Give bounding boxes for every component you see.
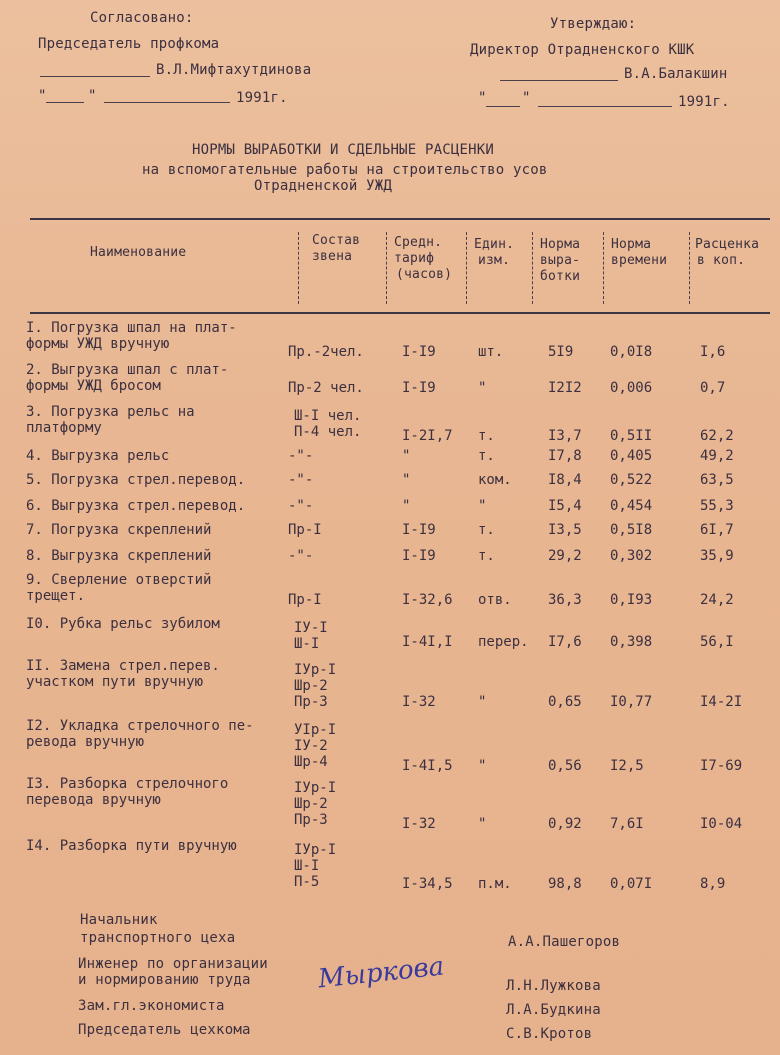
row-5-crew: -"- bbox=[288, 472, 314, 488]
row-9-name-line: трещет. bbox=[26, 588, 86, 604]
row-11-time: I0,77 bbox=[610, 694, 653, 710]
row-4-crew: -"- bbox=[288, 448, 314, 464]
row-13-time: 7,6I bbox=[610, 816, 644, 832]
col-header-rate-3: (часов) bbox=[396, 267, 453, 282]
date-day-line-right bbox=[486, 106, 520, 107]
row-11-unit: " bbox=[478, 694, 487, 710]
row-12-name-line: I2. Укладка стрелочного пе- bbox=[26, 718, 254, 734]
row-7-name-line: 7. Погрузка скреплений bbox=[26, 522, 212, 538]
table-header-bottom-rule bbox=[30, 312, 770, 314]
row-12-price: I7-69 bbox=[700, 758, 743, 774]
row-4-name-line: 4. Выгрузка рельс bbox=[26, 448, 170, 464]
footer-role-1a: Начальник bbox=[80, 912, 158, 928]
row-9-norm: 36,3 bbox=[548, 592, 582, 608]
row-1-norm: 5I9 bbox=[548, 344, 574, 360]
approved-role: Председатель профкома bbox=[38, 36, 220, 52]
col-header-crew-2: звена bbox=[312, 249, 353, 264]
row-6-unit: " bbox=[478, 498, 487, 514]
footer-role-2a: Инженер по организации bbox=[78, 956, 268, 972]
row-9-time: 0,I93 bbox=[610, 592, 653, 608]
doc-title-sub2: Отрадненской УЖД bbox=[254, 178, 393, 194]
col-header-unit-2: изм. bbox=[478, 253, 511, 268]
row-6-price: 55,3 bbox=[700, 498, 734, 514]
row-2-rate: I-I9 bbox=[402, 380, 436, 396]
col-header-norm-1: Норма bbox=[540, 237, 581, 252]
row-12-crew: IУ-2 bbox=[294, 738, 328, 754]
row-4-price: 49,2 bbox=[700, 448, 734, 464]
row-7-price: 6I,7 bbox=[700, 522, 734, 538]
row-8-unit: т. bbox=[478, 548, 495, 564]
row-10-rate: I-4I,I bbox=[402, 634, 453, 650]
row-1-crew: Пр.-2чел. bbox=[288, 344, 364, 360]
row-3-crew: П-4 чел. bbox=[294, 424, 362, 440]
row-10-crew: IУ-I bbox=[294, 620, 328, 636]
row-4-norm: I7,8 bbox=[548, 448, 582, 464]
row-11-norm: 0,65 bbox=[548, 694, 582, 710]
row-10-name-line: I0. Рубка рельс зубилом bbox=[26, 616, 220, 632]
row-1-rate: I-I9 bbox=[402, 344, 436, 360]
row-3-name-line: платформу bbox=[26, 420, 102, 436]
col-header-unit-1: Един. bbox=[474, 237, 515, 252]
col-sep-5 bbox=[603, 232, 604, 304]
row-2-name-line: 2. Выгрузка шпал с плат- bbox=[26, 362, 229, 378]
row-14-price: 8,9 bbox=[700, 876, 726, 892]
row-3-price: 62,2 bbox=[700, 428, 734, 444]
row-9-price: 24,2 bbox=[700, 592, 734, 608]
row-8-price: 35,9 bbox=[700, 548, 734, 564]
row-8-name-line: 8. Выгрузка скреплений bbox=[26, 548, 212, 564]
row-3-norm: I3,7 bbox=[548, 428, 582, 444]
row-7-norm: I3,5 bbox=[548, 522, 582, 538]
row-13-crew: IУр-I bbox=[294, 780, 337, 796]
row-7-crew: Пр-I bbox=[288, 522, 322, 538]
handwritten-signature: Мыркова bbox=[316, 951, 446, 995]
row-7-rate: I-I9 bbox=[402, 522, 436, 538]
footer-name-1: А.А.Пашегоров bbox=[508, 934, 621, 950]
row-6-time: 0,454 bbox=[610, 498, 653, 514]
row-11-crew: Пр-3 bbox=[294, 694, 328, 710]
col-sep-1 bbox=[298, 232, 299, 304]
col-header-price-2: в коп. bbox=[697, 253, 746, 268]
row-14-crew: IУр-I bbox=[294, 842, 337, 858]
doc-title-sub: на вспомогательные работы на строительство усов bbox=[142, 162, 548, 178]
row-5-norm: I8,4 bbox=[548, 472, 582, 488]
row-14-name-line: I4. Разборка пути вручную bbox=[26, 838, 237, 854]
signature-line-right bbox=[500, 80, 618, 81]
footer-name-3: Л.А.Будкина bbox=[506, 1002, 601, 1018]
row-12-crew: Шр-4 bbox=[294, 754, 328, 770]
row-14-time: 0,07I bbox=[610, 876, 653, 892]
col-header-time-2: времени bbox=[611, 253, 668, 268]
row-1-time: 0,0I8 bbox=[610, 344, 653, 360]
col-header-time-1: Норма bbox=[611, 237, 652, 252]
row-2-norm: I2I2 bbox=[548, 380, 582, 396]
row-7-time: 0,5I8 bbox=[610, 522, 653, 538]
row-10-norm: I7,6 bbox=[548, 634, 582, 650]
row-12-norm: 0,56 bbox=[548, 758, 582, 774]
row-3-rate: I-2I,7 bbox=[402, 428, 453, 444]
row-13-price: I0-04 bbox=[700, 816, 743, 832]
footer-role-3: Зам.гл.экономиста bbox=[78, 998, 225, 1014]
row-12-name-line: ревода вручную bbox=[26, 734, 145, 750]
row-1-name-line: I. Погрузка шпал на плат- bbox=[26, 320, 237, 336]
approved-title: Согласовано: bbox=[90, 10, 194, 26]
row-4-unit: т. bbox=[478, 448, 495, 464]
approved-name: В.Л.Мифтахутдинова bbox=[156, 62, 312, 78]
row-2-name-line: формы УЖД бросом bbox=[26, 378, 161, 394]
date-quote-right: " bbox=[478, 90, 487, 106]
footer-name-2: Л.Н.Лужкова bbox=[506, 978, 601, 994]
row-13-name-line: I3. Разборка стрелочного bbox=[26, 776, 229, 792]
footer-role-2b: и нормированию труда bbox=[78, 972, 251, 988]
footer-role-1b: транспортного цеха bbox=[80, 930, 236, 946]
row-13-unit: " bbox=[478, 816, 487, 832]
row-11-price: I4-2I bbox=[700, 694, 743, 710]
row-1-name-line: формы УЖД вручную bbox=[26, 336, 170, 352]
row-6-name-line: 6. Выгрузка стрел.перевод. bbox=[26, 498, 246, 514]
row-14-norm: 98,8 bbox=[548, 876, 582, 892]
row-8-norm: 29,2 bbox=[548, 548, 582, 564]
date-quote2-right: " bbox=[522, 90, 531, 106]
col-sep-2 bbox=[386, 232, 387, 304]
row-12-rate: I-4I,5 bbox=[402, 758, 453, 774]
row-11-name-line: участком пути вручную bbox=[26, 674, 204, 690]
row-11-name-line: II. Замена стрел.перев. bbox=[26, 658, 220, 674]
row-9-crew: Пр-I bbox=[288, 592, 322, 608]
row-8-rate: I-I9 bbox=[402, 548, 436, 564]
col-header-norm-3: ботки bbox=[540, 269, 581, 284]
row-14-crew: П-5 bbox=[294, 874, 320, 890]
row-11-rate: I-32 bbox=[402, 694, 436, 710]
row-11-crew: Шр-2 bbox=[294, 678, 328, 694]
row-12-time: I2,5 bbox=[610, 758, 644, 774]
row-10-price: 56,I bbox=[700, 634, 734, 650]
row-8-crew: -"- bbox=[288, 548, 314, 564]
row-3-name-line: 3. Погрузка рельс на bbox=[26, 404, 195, 420]
row-14-unit: п.м. bbox=[478, 876, 512, 892]
row-10-unit: перер. bbox=[478, 634, 529, 650]
row-4-time: 0,405 bbox=[610, 448, 653, 464]
approved-year: 1991г. bbox=[236, 90, 288, 106]
row-5-name-line: 5. Погрузка стрел.перевод. bbox=[26, 472, 246, 488]
row-13-rate: I-32 bbox=[402, 816, 436, 832]
row-9-rate: I-32,6 bbox=[402, 592, 453, 608]
confirmed-year: 1991г. bbox=[678, 94, 730, 110]
col-header-norm-2: выра- bbox=[540, 253, 581, 268]
row-5-rate: " bbox=[402, 472, 411, 488]
row-14-rate: I-34,5 bbox=[402, 876, 453, 892]
row-5-time: 0,522 bbox=[610, 472, 653, 488]
row-7-unit: т. bbox=[478, 522, 495, 538]
row-3-crew: Ш-I чел. bbox=[294, 408, 362, 424]
col-sep-4 bbox=[532, 232, 533, 304]
row-6-crew: -"- bbox=[288, 498, 314, 514]
row-12-crew: УIр-I bbox=[294, 722, 337, 738]
row-13-norm: 0,92 bbox=[548, 816, 582, 832]
col-header-crew-1: Состав bbox=[312, 233, 361, 248]
row-13-crew: Пр-3 bbox=[294, 812, 328, 828]
row-9-name-line: 9. Сверление отверстий bbox=[26, 572, 212, 588]
col-header-price-1: Расценка bbox=[695, 237, 760, 252]
row-1-unit: шт. bbox=[478, 344, 504, 360]
col-header-rate-1: Средн. bbox=[394, 235, 443, 250]
row-9-unit: отв. bbox=[478, 592, 512, 608]
row-4-rate: " bbox=[402, 448, 411, 464]
row-2-time: 0,006 bbox=[610, 380, 653, 396]
row-3-unit: т. bbox=[478, 428, 495, 444]
row-6-norm: I5,4 bbox=[548, 498, 582, 514]
confirmed-title: Утверждаю: bbox=[550, 16, 637, 32]
row-10-crew: Ш-I bbox=[294, 636, 320, 652]
footer-role-4: Председатель цехкома bbox=[78, 1022, 251, 1038]
col-header-name: Наименование bbox=[90, 245, 187, 260]
doc-title-main: НОРМЫ ВЫРАБОТКИ И СДЕЛЬНЫЕ РАСЦЕНКИ bbox=[192, 142, 495, 158]
footer-name-4: С.В.Кротов bbox=[506, 1026, 593, 1042]
date-quote2-left: " bbox=[88, 88, 97, 104]
row-3-time: 0,5II bbox=[610, 428, 653, 444]
row-12-unit: " bbox=[478, 758, 487, 774]
row-13-crew: Шр-2 bbox=[294, 796, 328, 812]
row-2-unit: " bbox=[478, 380, 487, 396]
row-6-rate: " bbox=[402, 498, 411, 514]
row-14-crew: Ш-I bbox=[294, 858, 320, 874]
col-sep-6 bbox=[689, 232, 690, 304]
date-day-line-left bbox=[46, 102, 84, 103]
confirmed-role: Директор Отрадненского КШК bbox=[470, 42, 695, 58]
col-sep-3 bbox=[466, 232, 467, 304]
row-5-unit: ком. bbox=[478, 472, 512, 488]
confirmed-name: В.А.Балакшин bbox=[624, 66, 728, 82]
table-top-rule bbox=[30, 218, 770, 220]
row-1-price: I,6 bbox=[700, 344, 726, 360]
row-2-price: 0,7 bbox=[700, 380, 726, 396]
row-2-crew: Пр-2 чел. bbox=[288, 380, 364, 396]
row-13-name-line: перевода вручную bbox=[26, 792, 161, 808]
date-month-line-left bbox=[104, 102, 230, 103]
date-month-line-right bbox=[538, 106, 672, 107]
date-quote-left: " bbox=[38, 88, 47, 104]
col-header-rate-2: тариф bbox=[394, 251, 435, 266]
signature-line-left bbox=[40, 76, 150, 77]
row-8-time: 0,302 bbox=[610, 548, 653, 564]
row-5-price: 63,5 bbox=[700, 472, 734, 488]
row-10-time: 0,398 bbox=[610, 634, 653, 650]
row-11-crew: IУр-I bbox=[294, 662, 337, 678]
